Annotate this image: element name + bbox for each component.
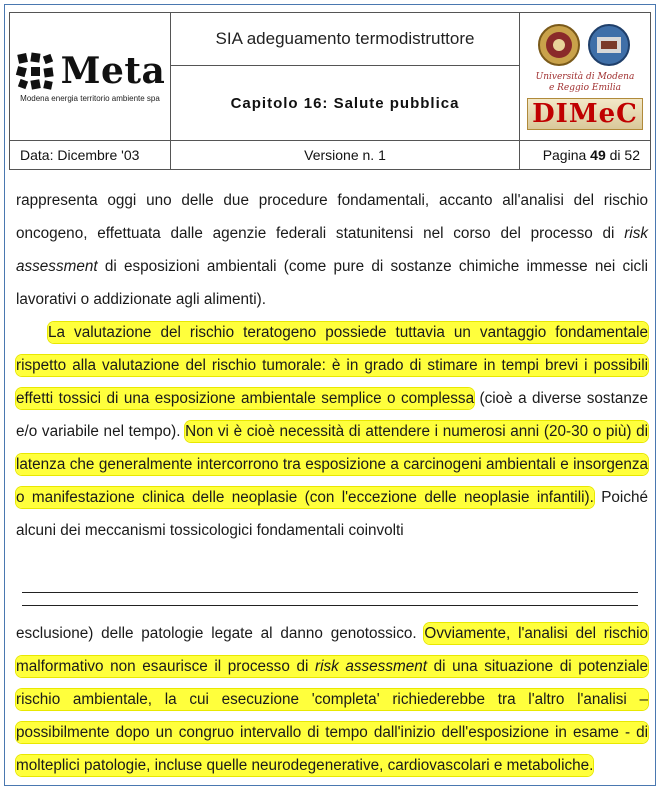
highlight-2: Non vi è cioè necessità di attendere i numerosi anni (20-30 o più) di latenza che generalmente intercorrono tra esposizione a carcinogeni ambientali e insorgenza o manifestazione clinica delle neoplasie (con l'eccezione delle neoplasie infantili).	[16, 423, 648, 506]
company-name: Meta	[60, 50, 166, 92]
university-name-line1: Università di Modena	[535, 72, 635, 82]
page-indicator	[520, 141, 651, 170]
paragraph-2-text-end: Poiché alcuni dei meccanismi tossicologici fondamentali coinvolti	[16, 489, 648, 539]
meta-logo-icon	[15, 51, 55, 91]
body-text-lower	[16, 617, 648, 782]
page-break-rule-bottom	[22, 605, 638, 606]
university-seal-icon	[535, 23, 635, 67]
page-label: Pagina	[542, 147, 587, 163]
paragraph-1-text: rappresenta oggi uno delle due procedure fondamentali, accanto all'analisi del rischio oncogeno, effettuata dalle agenzie federali statunitensi nel corso del processo di	[16, 192, 648, 242]
company-logo-cell	[10, 13, 171, 141]
company-tagline: Modena energia territorio ambiente spa	[20, 94, 160, 103]
paragraph-1	[16, 184, 648, 316]
meta-logo	[10, 50, 170, 92]
chapter-title: Capitolo 16: Salute pubblica	[171, 66, 520, 141]
dimec-logo: DIMeC	[527, 98, 643, 130]
paragraph-3-text: esclusione) delle patologie legate al danno genotossico.	[16, 625, 425, 642]
page-total: di 52	[609, 147, 640, 163]
paragraph-3	[16, 617, 648, 782]
page-number: 49	[590, 147, 606, 163]
page-break-rule-top	[22, 592, 638, 593]
document-title: SIA adeguamento termodistruttore	[171, 13, 520, 66]
document-version: Versione n. 1	[171, 141, 520, 170]
highlight-3-text: Ovviamente, l'analisi del rischio malformativo non esaurisce il processo di	[16, 625, 648, 675]
paragraph-2-text: (cioè a diverse sostanze e/o variabile nel tempo).	[16, 390, 649, 440]
highlight-3-text-end: di una situazione di potenziale rischio ambientale, la cui esecuzione 'completa' richiederebbe tra l'altro l'analisi – possibilmente dopo un congruo intervallo di tempo dall'inizio dell'esposizione in esame - di molteplici patologie, incluse quelle neurodegenerative, cardiovascolari e metaboliche.	[16, 658, 648, 774]
body-text-upper	[16, 184, 648, 547]
university-logo-cell	[520, 13, 651, 141]
paragraph-2	[16, 316, 648, 547]
highlight-3	[16, 623, 648, 776]
highlight-3-italic: risk assessment	[314, 658, 427, 675]
document-date: Data: Dicembre '03	[10, 141, 171, 170]
university-name-line2: e Reggio Emilia	[548, 83, 622, 93]
highlight-1: La valutazione del rischio teratogeno possiede tuttavia un vantaggio fondamentale rispetto alla valutazione del rischio tumorale: è in grado di stimare in tempi brevi i possibili effetti tossici di una esposizione ambientale semplice o complessa	[16, 324, 648, 407]
document-header	[9, 12, 651, 170]
paragraph-1-italic: risk assessment	[16, 225, 648, 275]
paragraph-1-text-end: di esposizioni ambientali (come pure di sostanze chimiche immesse nei cicli lavorativi o addizionate agli alimenti).	[16, 258, 648, 308]
